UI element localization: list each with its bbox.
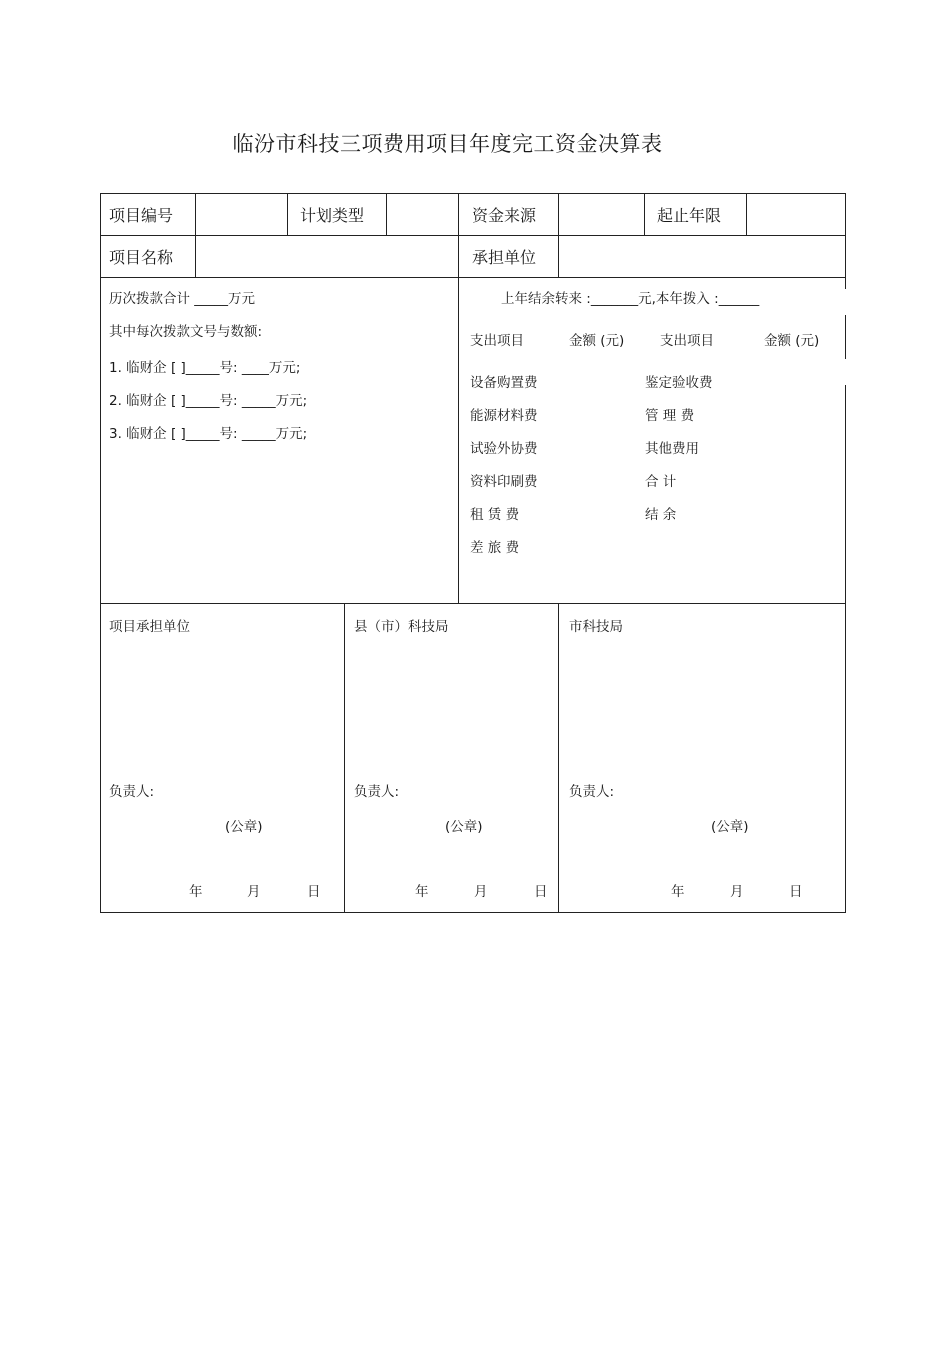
- table-border-top: [100, 193, 846, 194]
- col-divider: [746, 193, 747, 235]
- official-seal: (公章): [711, 819, 749, 835]
- label-project-no: 项目编号: [109, 206, 174, 225]
- total-allocation: 历次拨款合计 _____万元: [109, 291, 256, 307]
- date-year: 年: [671, 884, 685, 900]
- col-divider: [386, 193, 387, 235]
- expense-item: 试验外协费: [470, 441, 538, 457]
- official-seal: (公章): [225, 819, 263, 835]
- official-seal: (公章): [445, 819, 483, 835]
- expense-item: 其他费用: [645, 441, 699, 457]
- page-title: 临汾市科技三项费用项目年度完工资金决算表: [232, 132, 663, 156]
- sign-org-city: 市科技局: [569, 619, 623, 635]
- expense-item: 资料印刷费: [470, 474, 538, 490]
- label-period: 起止年限: [657, 206, 722, 225]
- date-month: 月: [247, 884, 261, 900]
- carryover-line: 上年结余转来 :_______元,本年拨入 :______: [501, 291, 760, 307]
- allocation-intro: 其中每次拨款文号与数额:: [109, 324, 263, 340]
- label-undertaker: 承担单位: [472, 248, 537, 267]
- sign-org-county: 县（市）科技局: [354, 619, 449, 635]
- expense-item: 合 计: [645, 474, 677, 490]
- sign-org-undertaker: 项目承担单位: [109, 619, 190, 635]
- expense-item: 差 旅 费: [470, 540, 520, 556]
- expense-item: 能源材料费: [470, 408, 538, 424]
- col-header-item-2: 支出项目: [660, 333, 714, 349]
- expense-item: 租 赁 费: [470, 507, 520, 523]
- date-day: 日: [307, 884, 321, 900]
- allocation-item-3: 3. 临财企 [ ]_____号: _____万元;: [109, 426, 308, 442]
- col-divider: [287, 193, 288, 235]
- date-day: 日: [534, 884, 548, 900]
- date-month: 月: [730, 884, 744, 900]
- col-divider: [195, 193, 196, 277]
- table-border-right: [845, 385, 846, 913]
- col-divider: [644, 193, 645, 235]
- col-header-amount-2: 金额 (元): [764, 333, 820, 349]
- table-border-right: [845, 315, 846, 359]
- col-divider: [558, 603, 559, 913]
- sign-person: 负责人:: [354, 784, 400, 800]
- col-header-item-1: 支出项目: [470, 333, 524, 349]
- sign-person: 负责人:: [109, 784, 155, 800]
- expense-item: 设备购置费: [470, 375, 538, 391]
- sign-person: 负责人:: [569, 784, 615, 800]
- col-divider: [344, 603, 345, 913]
- expense-item: 鉴定验收费: [645, 375, 713, 391]
- label-project-name: 项目名称: [109, 248, 174, 267]
- date-year: 年: [415, 884, 429, 900]
- col-divider: [558, 193, 559, 277]
- expense-item: 管 理 费: [645, 408, 695, 424]
- allocation-item-1: 1. 临财企 [ ]_____号: ____万元;: [109, 360, 301, 376]
- table-border-bottom: [100, 912, 846, 913]
- date-year: 年: [189, 884, 203, 900]
- row-divider: [100, 603, 846, 604]
- table-border-right: [845, 193, 846, 289]
- label-fund-source: 资金来源: [472, 206, 537, 225]
- table-border-left: [100, 193, 101, 913]
- col-header-amount-1: 金额 (元): [569, 333, 625, 349]
- date-month: 月: [474, 884, 488, 900]
- row-divider: [100, 277, 846, 278]
- expense-item: 结 余: [645, 507, 677, 523]
- allocation-item-2: 2. 临财企 [ ]_____号: _____万元;: [109, 393, 308, 409]
- date-day: 日: [789, 884, 803, 900]
- col-divider: [458, 193, 459, 603]
- row-divider: [100, 235, 846, 236]
- label-plan-type: 计划类型: [300, 206, 365, 225]
